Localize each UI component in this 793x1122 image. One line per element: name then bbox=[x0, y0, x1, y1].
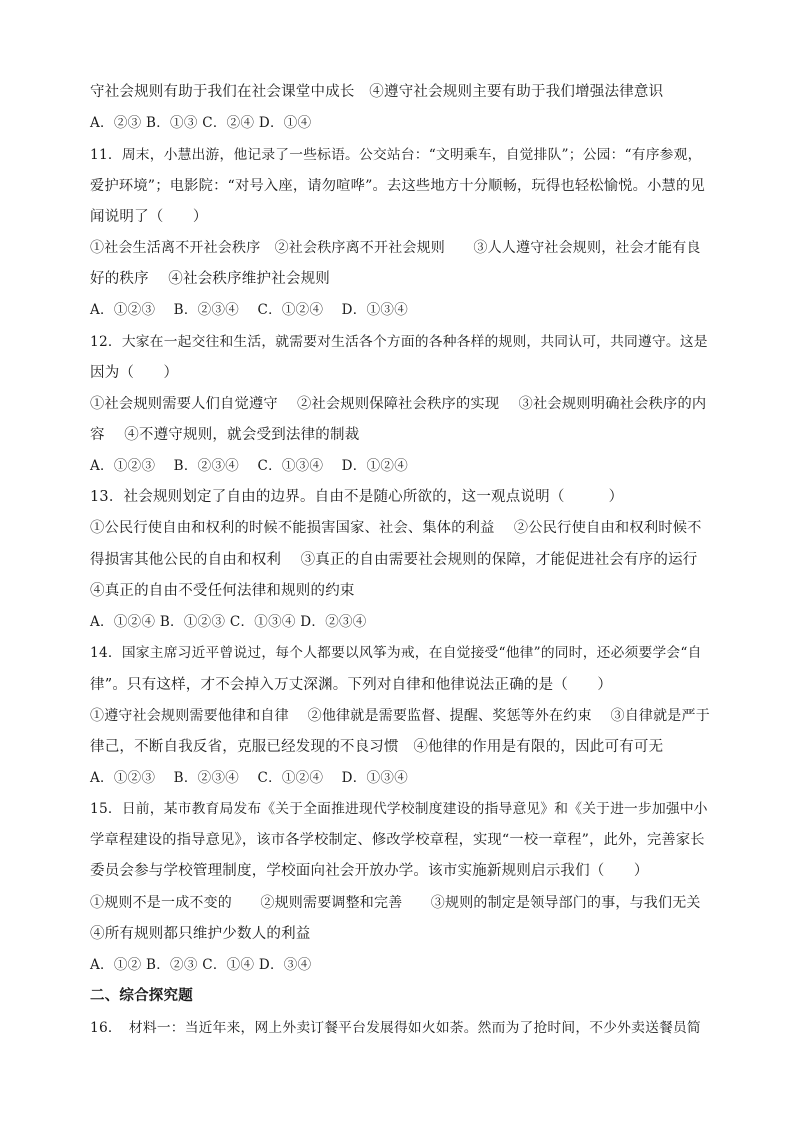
q15-stem-line-1: 15．日前，某市教育局发布《关于全面推进现代学校制度建设的指导意见》和《关于进一步加强中小 bbox=[90, 801, 708, 817]
q14-stem-line-2: 律”。只有这样，才不会掉入万丈深渊。下列对自律和他律说法正确的是（ ） bbox=[90, 677, 613, 693]
q11-options: A．①②③ B．②③④ C．①②④ D．①③④ bbox=[90, 302, 408, 318]
q13-statements-line-3: ④真正的自由不受任何法律和规则的约束 bbox=[90, 583, 355, 599]
q12-statements-line-2: 容 ④不遵守规则，就会受到法律的制裁 bbox=[90, 427, 360, 443]
q11-stem-line-1: 11．周末，小慧出游，他记录了一些标语。公交站台：“文明乘车，自觉排队”；公园：“有序参观， bbox=[90, 147, 702, 163]
q13-statements-line-2: 得损害其他公民的自由和权利 ③真正的自由需要社会规则的保障，才能促进社会有序的运行 bbox=[90, 552, 698, 568]
q12-stem-line-2: 因为（ ） bbox=[90, 365, 179, 381]
q14-stem-line-1: 14．国家主席习近平曾说过，每个人都要以风筝为戒，在自觉接受“他律”的同时，还必须要学会“自 bbox=[90, 645, 702, 661]
section-heading: 二、综合探究题 bbox=[90, 987, 193, 1004]
q11-statements-line-1: ①社会生活离不开社会秩序 ②社会秩序离不开社会规则 ③人人遵守社会规则，社会才能有良 bbox=[90, 240, 701, 256]
q13-options: A．①②④ B．①②③ C．①③④ D．②③④ bbox=[90, 614, 367, 630]
q15-statements-line-2: ④所有规则都只维护少数人的利益 bbox=[90, 926, 311, 942]
q15-statements-line-1: ①规则不是一成不变的 ②规则需要调整和完善 ③规则的制定是领导部门的事，与我们无关 bbox=[90, 895, 701, 911]
q13-stem: 13．社会规则划定了自由的边界。自由不是随心所欲的，这一观点说明（ ） bbox=[90, 489, 624, 505]
q10-options: A．②③ B．①③ C．②④ D．①④ bbox=[90, 115, 312, 131]
q15-stem-line-3: 委员会参与学校管理制度，学校面向社会开放办学。该市实施新规则启示我们（ ） bbox=[90, 863, 649, 879]
q15-options: A．①② B．②③ C．①④ D．③④ bbox=[90, 957, 312, 973]
q11-stem-line-2: 爱护环境”；电影院：“对号入座，请勿喧哗”。去这些地方十分顺畅，玩得也轻松愉悦。小慧的见 bbox=[90, 178, 705, 194]
q12-options: A．①②③ B．②③④ C．①③④ D．①②④ bbox=[90, 458, 408, 474]
q14-statements-line-2: 律己，不断自我反省，克服已经发现的不良习惯 ④他律的作用是有限的，因此可有可无 bbox=[90, 739, 664, 755]
q15-stem-line-2: 学章程建设的指导意见》，该市各学校制定、修改学校章程，实现“一校一章程”，此外，完善家长 bbox=[90, 832, 705, 848]
q12-stem-line-1: 12．大家在一起交往和生活，就需要对生活各个方面的各种各样的规则，共同认可，共同遵守。这是 bbox=[90, 334, 708, 350]
q11-statements-line-2: 好的秩序 ④社会秩序维护社会规则 bbox=[90, 271, 331, 287]
q10-continuation-line: 守社会规则有助于我们在社会课堂中成长 ④遵守社会规则主要有助于我们增强法律意识 bbox=[90, 84, 664, 100]
q14-statements-line-1: ①遵守社会规则需要他律和自律 ②他律就是需要监督、提醒、奖惩等外在约束 ③自律就是严于 bbox=[90, 708, 710, 724]
q13-statements-line-1: ①公民行使自由和权利的时候不能损害国家、社会、集体的利益 ②公民行使自由和权利时候不 bbox=[90, 520, 702, 536]
q12-statements-line-1: ①社会规则需要人们自觉遵守 ②社会规则保障社会秩序的实现 ③社会规则明确社会秩序的内 bbox=[90, 396, 707, 412]
q16-material-line-1: 16． 材料一：当近年来，网上外卖订餐平台发展得如火如荼。然而为了抢时间，不少外卖送餐员简 bbox=[90, 1020, 701, 1036]
q14-options: A．①②③ B．②③④ C．①②④ D．①③④ bbox=[90, 770, 408, 786]
q11-stem-line-3: 闻说明了（ ） bbox=[90, 209, 208, 225]
